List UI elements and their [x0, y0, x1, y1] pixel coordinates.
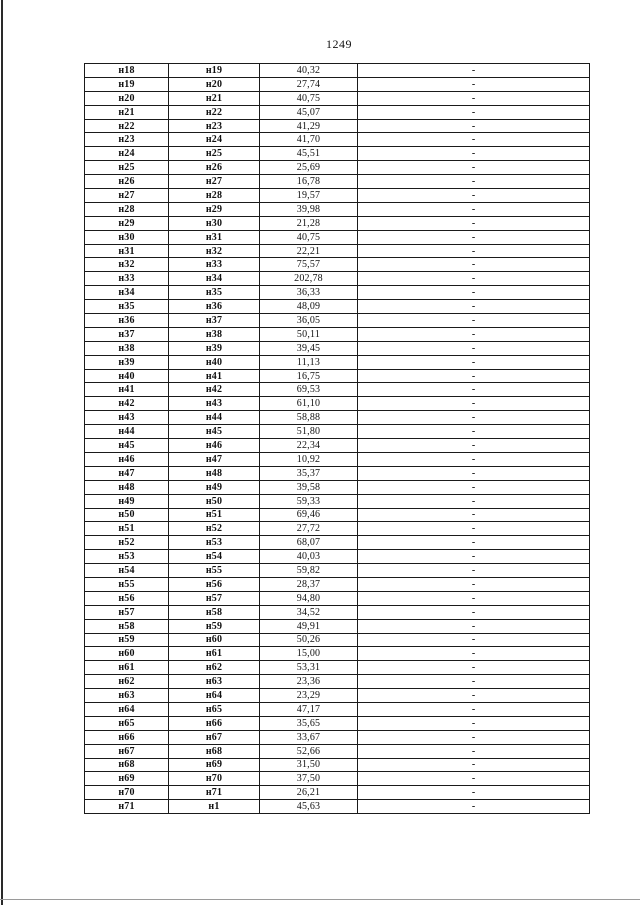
- to-point-cell: н32: [169, 244, 260, 258]
- distance-cell: 45,07: [260, 105, 358, 119]
- from-point-cell: н64: [85, 702, 169, 716]
- to-point-cell: н36: [169, 300, 260, 314]
- to-point-cell: н49: [169, 480, 260, 494]
- from-point-cell: н32: [85, 258, 169, 272]
- distance-cell: 39,45: [260, 341, 358, 355]
- table-row: [85, 758, 590, 772]
- from-point-cell: н27: [85, 189, 169, 203]
- note-cell: -: [358, 133, 590, 147]
- table-row: [85, 466, 590, 480]
- note-cell: -: [358, 369, 590, 383]
- to-point-cell: н63: [169, 675, 260, 689]
- distance-cell: 22,34: [260, 439, 358, 453]
- distance-cell: 53,31: [260, 661, 358, 675]
- distance-cell: 41,70: [260, 133, 358, 147]
- distance-cell: 36,05: [260, 314, 358, 328]
- to-point-cell: н64: [169, 689, 260, 703]
- to-point-cell: н59: [169, 619, 260, 633]
- note-cell: -: [358, 661, 590, 675]
- table-row: [85, 786, 590, 800]
- from-point-cell: н59: [85, 633, 169, 647]
- distance-cell: 50,26: [260, 633, 358, 647]
- from-point-cell: н39: [85, 355, 169, 369]
- note-cell: -: [358, 452, 590, 466]
- distance-cell: 202,78: [260, 272, 358, 286]
- page-number: 1249: [326, 37, 352, 51]
- note-cell: -: [358, 272, 590, 286]
- table-row: [85, 175, 590, 189]
- table-row: [85, 244, 590, 258]
- distance-cell: 58,88: [260, 411, 358, 425]
- to-point-cell: н35: [169, 286, 260, 300]
- distance-cell: 61,10: [260, 397, 358, 411]
- from-point-cell: н56: [85, 591, 169, 605]
- from-point-cell: н44: [85, 425, 169, 439]
- to-point-cell: н62: [169, 661, 260, 675]
- table-row: [85, 161, 590, 175]
- distance-cell: 49,91: [260, 619, 358, 633]
- note-cell: -: [358, 327, 590, 341]
- to-point-cell: н71: [169, 786, 260, 800]
- table-row: [85, 300, 590, 314]
- to-point-cell: н56: [169, 577, 260, 591]
- distance-cell: 23,29: [260, 689, 358, 703]
- from-point-cell: н38: [85, 341, 169, 355]
- from-point-cell: н65: [85, 716, 169, 730]
- distance-cell: 11,13: [260, 355, 358, 369]
- note-cell: -: [358, 591, 590, 605]
- distance-cell: 27,72: [260, 522, 358, 536]
- note-cell: -: [358, 772, 590, 786]
- table-row: [85, 355, 590, 369]
- table-row: [85, 327, 590, 341]
- note-cell: -: [358, 564, 590, 578]
- distance-cell: 27,74: [260, 77, 358, 91]
- from-point-cell: н62: [85, 675, 169, 689]
- to-point-cell: н61: [169, 647, 260, 661]
- note-cell: -: [358, 633, 590, 647]
- table-row: [85, 772, 590, 786]
- distance-cell: 48,09: [260, 300, 358, 314]
- table-row: [85, 661, 590, 675]
- to-point-cell: н42: [169, 383, 260, 397]
- table-row: [85, 730, 590, 744]
- note-cell: -: [358, 314, 590, 328]
- distance-cell: 34,52: [260, 605, 358, 619]
- distance-cell: 23,36: [260, 675, 358, 689]
- table-row: [85, 411, 590, 425]
- from-point-cell: н30: [85, 230, 169, 244]
- to-point-cell: н34: [169, 272, 260, 286]
- distance-cell: 69,46: [260, 508, 358, 522]
- table-row: [85, 425, 590, 439]
- table-row: [85, 689, 590, 703]
- note-cell: -: [358, 480, 590, 494]
- from-point-cell: н18: [85, 64, 169, 78]
- distance-cell: 39,98: [260, 202, 358, 216]
- table-row: [85, 369, 590, 383]
- distance-cell: 10,92: [260, 452, 358, 466]
- note-cell: -: [358, 744, 590, 758]
- from-point-cell: н35: [85, 300, 169, 314]
- to-point-cell: н58: [169, 605, 260, 619]
- from-point-cell: н63: [85, 689, 169, 703]
- table-row: [85, 577, 590, 591]
- to-point-cell: н57: [169, 591, 260, 605]
- from-point-cell: н71: [85, 800, 169, 814]
- to-point-cell: н69: [169, 758, 260, 772]
- to-point-cell: н26: [169, 161, 260, 175]
- note-cell: -: [358, 119, 590, 133]
- to-point-cell: н65: [169, 702, 260, 716]
- note-cell: -: [358, 689, 590, 703]
- table-row: [85, 133, 590, 147]
- note-cell: -: [358, 675, 590, 689]
- to-point-cell: н28: [169, 189, 260, 203]
- table-row: [85, 633, 590, 647]
- from-point-cell: н33: [85, 272, 169, 286]
- from-point-cell: н43: [85, 411, 169, 425]
- note-cell: -: [358, 508, 590, 522]
- table-row: [85, 647, 590, 661]
- to-point-cell: н51: [169, 508, 260, 522]
- note-cell: -: [358, 577, 590, 591]
- table-row: [85, 480, 590, 494]
- table-body: [85, 64, 590, 814]
- note-cell: -: [358, 258, 590, 272]
- note-cell: -: [358, 230, 590, 244]
- table-row: [85, 341, 590, 355]
- from-point-cell: н52: [85, 536, 169, 550]
- note-cell: -: [358, 550, 590, 564]
- note-cell: -: [358, 800, 590, 814]
- table-row: [85, 716, 590, 730]
- note-cell: -: [358, 105, 590, 119]
- distance-cell: 33,67: [260, 730, 358, 744]
- distance-cell: 19,57: [260, 189, 358, 203]
- note-cell: -: [358, 786, 590, 800]
- from-point-cell: н20: [85, 91, 169, 105]
- to-point-cell: н54: [169, 550, 260, 564]
- note-cell: -: [358, 202, 590, 216]
- table-row: [85, 439, 590, 453]
- distance-cell: 94,80: [260, 591, 358, 605]
- distance-cell: 69,53: [260, 383, 358, 397]
- distance-cell: 35,37: [260, 466, 358, 480]
- distance-cell: 22,21: [260, 244, 358, 258]
- from-point-cell: н46: [85, 452, 169, 466]
- from-point-cell: н53: [85, 550, 169, 564]
- note-cell: -: [358, 411, 590, 425]
- table-row: [85, 619, 590, 633]
- table-row: [85, 105, 590, 119]
- distance-cell: 25,69: [260, 161, 358, 175]
- to-point-cell: н67: [169, 730, 260, 744]
- to-point-cell: н45: [169, 425, 260, 439]
- note-cell: -: [358, 536, 590, 550]
- table-row: [85, 202, 590, 216]
- to-point-cell: н20: [169, 77, 260, 91]
- to-point-cell: н39: [169, 341, 260, 355]
- to-point-cell: н68: [169, 744, 260, 758]
- to-point-cell: н44: [169, 411, 260, 425]
- note-cell: -: [358, 175, 590, 189]
- from-point-cell: н31: [85, 244, 169, 258]
- from-point-cell: н29: [85, 216, 169, 230]
- table-row: [85, 508, 590, 522]
- to-point-cell: н37: [169, 314, 260, 328]
- note-cell: -: [358, 647, 590, 661]
- distance-cell: 59,82: [260, 564, 358, 578]
- note-cell: -: [358, 161, 590, 175]
- table-row: [85, 91, 590, 105]
- note-cell: -: [358, 300, 590, 314]
- to-point-cell: н48: [169, 466, 260, 480]
- from-point-cell: н40: [85, 369, 169, 383]
- note-cell: -: [358, 397, 590, 411]
- table-row: [85, 800, 590, 814]
- distance-cell: 15,00: [260, 647, 358, 661]
- to-point-cell: н43: [169, 397, 260, 411]
- distance-cell: 16,75: [260, 369, 358, 383]
- to-point-cell: н19: [169, 64, 260, 78]
- to-point-cell: н66: [169, 716, 260, 730]
- distance-cell: 51,80: [260, 425, 358, 439]
- table-row: [85, 216, 590, 230]
- from-point-cell: н24: [85, 147, 169, 161]
- note-cell: -: [358, 425, 590, 439]
- table-row: [85, 64, 590, 78]
- to-point-cell: н40: [169, 355, 260, 369]
- distance-cell: 36,33: [260, 286, 358, 300]
- from-point-cell: н34: [85, 286, 169, 300]
- table-row: [85, 702, 590, 716]
- distance-cell: 16,78: [260, 175, 358, 189]
- note-cell: -: [358, 216, 590, 230]
- table-row: [85, 494, 590, 508]
- to-point-cell: н27: [169, 175, 260, 189]
- to-point-cell: н46: [169, 439, 260, 453]
- from-point-cell: н49: [85, 494, 169, 508]
- from-point-cell: н25: [85, 161, 169, 175]
- from-point-cell: н66: [85, 730, 169, 744]
- note-cell: -: [358, 494, 590, 508]
- from-point-cell: н48: [85, 480, 169, 494]
- note-cell: -: [358, 439, 590, 453]
- distance-cell: 41,29: [260, 119, 358, 133]
- to-point-cell: н60: [169, 633, 260, 647]
- from-point-cell: н68: [85, 758, 169, 772]
- distance-cell: 35,65: [260, 716, 358, 730]
- from-point-cell: н58: [85, 619, 169, 633]
- to-point-cell: н1: [169, 800, 260, 814]
- note-cell: -: [358, 355, 590, 369]
- table-row: [85, 452, 590, 466]
- table-row: [85, 272, 590, 286]
- note-cell: -: [358, 77, 590, 91]
- table-row: [85, 605, 590, 619]
- from-point-cell: н26: [85, 175, 169, 189]
- to-point-cell: н24: [169, 133, 260, 147]
- distance-cell: 40,03: [260, 550, 358, 564]
- from-point-cell: н61: [85, 661, 169, 675]
- table-row: [85, 230, 590, 244]
- table-row: [85, 591, 590, 605]
- from-point-cell: н67: [85, 744, 169, 758]
- from-point-cell: н47: [85, 466, 169, 480]
- distance-cell: 47,17: [260, 702, 358, 716]
- from-point-cell: н45: [85, 439, 169, 453]
- from-point-cell: н60: [85, 647, 169, 661]
- distance-cell: 31,50: [260, 758, 358, 772]
- to-point-cell: н22: [169, 105, 260, 119]
- from-point-cell: н50: [85, 508, 169, 522]
- table-row: [85, 744, 590, 758]
- note-cell: -: [358, 619, 590, 633]
- from-point-cell: н36: [85, 314, 169, 328]
- to-point-cell: н41: [169, 369, 260, 383]
- distance-cell: 40,75: [260, 91, 358, 105]
- note-cell: -: [358, 244, 590, 258]
- note-cell: -: [358, 730, 590, 744]
- table-row: [85, 383, 590, 397]
- to-point-cell: н70: [169, 772, 260, 786]
- distance-cell: 37,50: [260, 772, 358, 786]
- to-point-cell: н29: [169, 202, 260, 216]
- table-row: [85, 119, 590, 133]
- distance-cell: 40,32: [260, 64, 358, 78]
- table-row: [85, 550, 590, 564]
- table-row: [85, 397, 590, 411]
- note-cell: -: [358, 341, 590, 355]
- table-row: [85, 314, 590, 328]
- distance-cell: 21,28: [260, 216, 358, 230]
- scan-bottom-line: [0, 899, 640, 900]
- table-row: [85, 564, 590, 578]
- table-row: [85, 522, 590, 536]
- distance-cell: 26,21: [260, 786, 358, 800]
- distance-cell: 75,57: [260, 258, 358, 272]
- note-cell: -: [358, 147, 590, 161]
- table-row: [85, 189, 590, 203]
- distance-cell: 40,75: [260, 230, 358, 244]
- from-point-cell: н37: [85, 327, 169, 341]
- note-cell: -: [358, 286, 590, 300]
- boundary-segments-table: [84, 63, 590, 814]
- to-point-cell: н38: [169, 327, 260, 341]
- note-cell: -: [358, 64, 590, 78]
- to-point-cell: н21: [169, 91, 260, 105]
- to-point-cell: н50: [169, 494, 260, 508]
- distance-cell: 68,07: [260, 536, 358, 550]
- from-point-cell: н55: [85, 577, 169, 591]
- from-point-cell: н51: [85, 522, 169, 536]
- table-row: [85, 675, 590, 689]
- from-point-cell: н28: [85, 202, 169, 216]
- distance-cell: 52,66: [260, 744, 358, 758]
- from-point-cell: н19: [85, 77, 169, 91]
- to-point-cell: н52: [169, 522, 260, 536]
- note-cell: -: [358, 189, 590, 203]
- distance-cell: 45,63: [260, 800, 358, 814]
- table-row: [85, 258, 590, 272]
- note-cell: -: [358, 716, 590, 730]
- from-point-cell: н23: [85, 133, 169, 147]
- note-cell: -: [358, 91, 590, 105]
- table-row: [85, 77, 590, 91]
- note-cell: -: [358, 466, 590, 480]
- distance-cell: 59,33: [260, 494, 358, 508]
- note-cell: -: [358, 702, 590, 716]
- to-point-cell: н33: [169, 258, 260, 272]
- to-point-cell: н25: [169, 147, 260, 161]
- from-point-cell: н69: [85, 772, 169, 786]
- to-point-cell: н31: [169, 230, 260, 244]
- to-point-cell: н23: [169, 119, 260, 133]
- distance-cell: 39,58: [260, 480, 358, 494]
- to-point-cell: н30: [169, 216, 260, 230]
- from-point-cell: н42: [85, 397, 169, 411]
- from-point-cell: н54: [85, 564, 169, 578]
- to-point-cell: н47: [169, 452, 260, 466]
- from-point-cell: н21: [85, 105, 169, 119]
- table-row: [85, 536, 590, 550]
- to-point-cell: н55: [169, 564, 260, 578]
- from-point-cell: н57: [85, 605, 169, 619]
- to-point-cell: н53: [169, 536, 260, 550]
- distance-cell: 50,11: [260, 327, 358, 341]
- from-point-cell: н22: [85, 119, 169, 133]
- distance-cell: 28,37: [260, 577, 358, 591]
- from-point-cell: н70: [85, 786, 169, 800]
- table-row: [85, 286, 590, 300]
- from-point-cell: н41: [85, 383, 169, 397]
- note-cell: -: [358, 758, 590, 772]
- note-cell: -: [358, 605, 590, 619]
- note-cell: -: [358, 522, 590, 536]
- distance-cell: 45,51: [260, 147, 358, 161]
- note-cell: -: [358, 383, 590, 397]
- table-row: [85, 147, 590, 161]
- scan-left-edge: [1, 0, 3, 905]
